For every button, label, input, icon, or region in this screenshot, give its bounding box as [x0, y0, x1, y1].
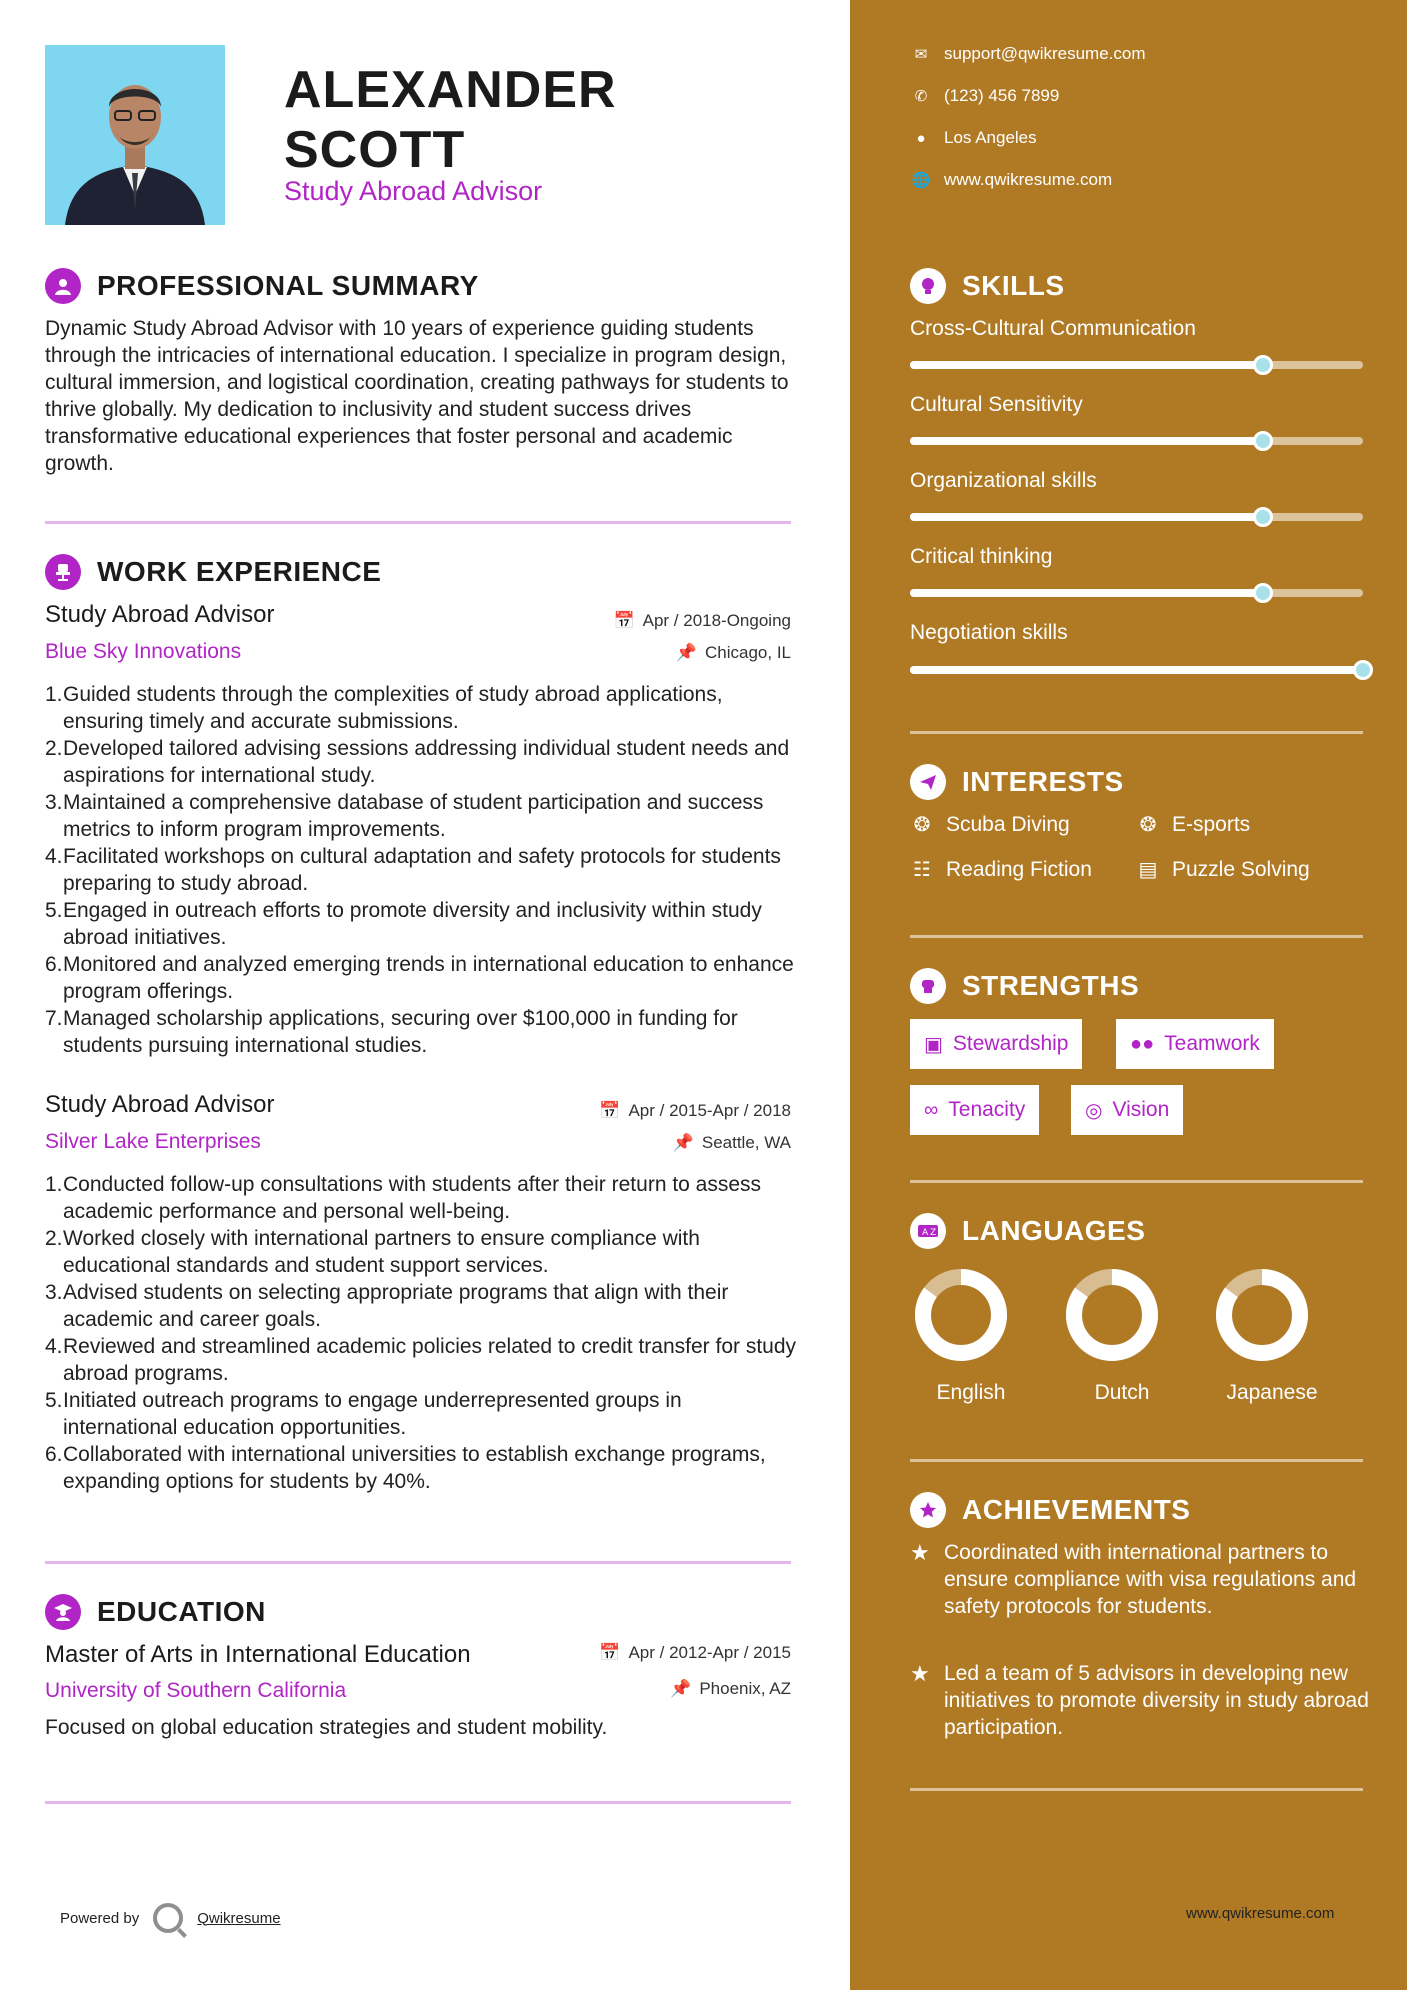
person-icon: [45, 45, 225, 225]
list-item: 5. Engaged in outreach efforts to promote diversity and inclusivity within study abroad initiatives.: [45, 899, 762, 949]
interest-label: E-sports: [1172, 812, 1251, 836]
strength-tag: [910, 1085, 1039, 1135]
strength-label: Teamwork: [1164, 1032, 1260, 1055]
school: University of Southern California: [45, 1679, 347, 1702]
divider: [910, 731, 1363, 734]
education-location-text: Phoenix, AZ: [699, 1679, 791, 1698]
languages-heading: [910, 1213, 1145, 1249]
skill-bar: [910, 666, 1363, 674]
calendar-icon: 📅: [599, 1643, 621, 1662]
education-dates-text: Apr / 2012-Apr / 2015: [628, 1643, 791, 1662]
fist-icon: [910, 968, 946, 1004]
strength-label: Stewardship: [952, 1032, 1069, 1055]
strength-label: Vision: [1112, 1098, 1170, 1121]
language-label: English: [936, 1381, 1006, 1404]
job-dates-text: Apr / 2015-Apr / 2018: [628, 1101, 791, 1120]
section-title: ACHIEVEMENTS: [962, 1494, 1191, 1525]
list-item: 6. Collaborated with international universities to establish exchange programs, expanding options for students by 40%.: [45, 1443, 766, 1493]
skill-fill: [910, 589, 1263, 597]
skill-label: Negotiation skills: [910, 621, 1068, 644]
svg-text:A: A: [922, 1228, 929, 1238]
interest-label: Puzzle Solving: [1172, 857, 1310, 881]
education-heading: [45, 1594, 266, 1630]
education-description: Focused on global education strategies and student mobility.: [45, 1716, 608, 1739]
skill-knob: [1353, 660, 1373, 680]
strengths-heading: [910, 968, 1139, 1004]
briefcase-icon: ▣: [924, 1033, 943, 1056]
section-title: SKILLS: [962, 270, 1065, 301]
link-icon: ∞: [924, 1098, 939, 1121]
summary-heading: [45, 268, 479, 304]
strength-tag: [910, 1019, 1082, 1069]
list-item: 2. Developed tailored advising sessions addressing individual student needs and aspirations for international study.: [45, 737, 790, 787]
translate-icon: [910, 1213, 946, 1249]
skill-fill: [910, 513, 1263, 521]
interest-item: [1136, 857, 1310, 882]
profile-photo: [45, 45, 225, 225]
language-ring: [1062, 1265, 1162, 1370]
job-duties: [45, 681, 797, 1059]
job-dates: [599, 1101, 791, 1121]
location-text: Los Angeles: [944, 128, 1037, 147]
list-item: 6. Monitored and analyzed emerging trends in international education to enhance program offerings.: [45, 953, 794, 1003]
pin-icon: 📌: [675, 643, 697, 662]
list-item: 5. Initiated outreach programs to engage underrepresented groups in international education opportunities.: [45, 1389, 682, 1439]
globe-icon: 🌐: [911, 172, 931, 189]
section-title: EDUCATION: [97, 1596, 266, 1627]
lifebuoy-icon: ❂: [913, 814, 931, 836]
divider: [45, 521, 791, 524]
skill-fill: [910, 361, 1263, 369]
list-item: 7. Managed scholarship applications, securing over $100,000 in funding for students pursuing international studies.: [45, 1007, 738, 1057]
footer-website[interactable]: www.qwikresume.com: [1186, 1905, 1335, 1922]
interest-label: Reading Fiction: [946, 857, 1092, 881]
language-ring: [1212, 1265, 1312, 1370]
interest-label: Scuba Diving: [946, 812, 1070, 836]
job-title: Study Abroad Advisor: [45, 601, 275, 628]
skill-bar: [910, 437, 1363, 445]
job-location: [673, 1133, 791, 1153]
list-item: 3. Advised students on selecting appropriate programs that align with their academic and career goals.: [45, 1281, 729, 1331]
binoculars-icon: ◎: [1085, 1099, 1103, 1122]
work-heading: [45, 554, 381, 590]
section-title: STRENGTHS: [962, 970, 1140, 1001]
summary-text: Dynamic Study Abroad Advisor with 10 years of experience guiding students through the intricacies of international education. I specialize in program design, cultural immersion, and logistical coordination, creating pathways for students to thrive globally. My dedication to inclusivity and student success drives transformative educational experiences that foster personal and academic growth.: [45, 317, 789, 475]
powered-by-label: Powered by: [60, 1909, 140, 1927]
list-item: 4. Reviewed and streamlined academic policies related to credit transfer for study abroad programs.: [45, 1335, 797, 1385]
degree: Master of Arts in International Education: [45, 1641, 471, 1668]
strength-tag: [1071, 1085, 1183, 1135]
job-location-text: Chicago, IL: [705, 643, 791, 662]
interest-item: [1136, 812, 1250, 837]
job-dates: [613, 611, 791, 631]
divider: [910, 1180, 1363, 1183]
pin-icon: 📌: [672, 1133, 694, 1152]
svg-text:Z: Z: [930, 1228, 937, 1238]
job-company: Blue Sky Innovations: [45, 640, 242, 663]
calendar-icon: 📅: [613, 611, 635, 630]
website-text: www.qwikresume.com: [944, 170, 1113, 189]
star-icon: ★: [910, 1661, 930, 1686]
strength-label: Tenacity: [948, 1098, 1026, 1121]
contact-website[interactable]: [910, 170, 1112, 190]
job-role: Study Abroad Advisor: [284, 176, 543, 206]
list-item: 3. Maintained a comprehensive database of student participation and success metrics to inform program improvements.: [45, 791, 764, 841]
lightbulb-icon: [910, 268, 946, 304]
qwikresume-logo-icon: [153, 1903, 183, 1933]
paper-plane-icon: [910, 764, 946, 800]
interests-heading: [910, 764, 1124, 800]
section-title: LANGUAGES: [962, 1215, 1146, 1246]
pin-icon: 📌: [670, 1679, 692, 1698]
envelope-icon: ✉: [914, 46, 928, 63]
gamepad-icon: ☷: [913, 859, 931, 881]
achievement-text: Coordinated with international partners to ensure compliance with visa regulations and safety protocols for students.: [944, 1541, 1357, 1618]
contact-email[interactable]: [910, 44, 1146, 64]
book-icon: ▤: [1138, 859, 1158, 881]
users-icon: ●●: [1130, 1032, 1155, 1055]
skill-fill: [910, 666, 1363, 674]
first-name: ALEXANDER: [284, 61, 617, 119]
qwikresume-link[interactable]: Qwikresume: [197, 1909, 281, 1927]
divider: [910, 1788, 1363, 1791]
job-location-text: Seattle, WA: [701, 1133, 791, 1152]
section-title: PROFESSIONAL SUMMARY: [97, 270, 479, 301]
language-label: Japanese: [1226, 1381, 1318, 1404]
skill-bar: [910, 513, 1363, 521]
list-item: 1. Guided students through the complexities of study abroad applications, ensuring timely and accurate submissions.: [45, 683, 723, 733]
last-name: SCOTT: [284, 121, 466, 179]
list-item: 4. Facilitated workshops on cultural adaptation and safety protocols for students preparing to study abroad.: [45, 845, 781, 895]
education-location: [670, 1679, 791, 1699]
email-text: support@qwikresume.com: [944, 44, 1146, 63]
job-dates-text: Apr / 2018-Ongoing: [642, 611, 791, 630]
skill-label: Cultural Sensitivity: [910, 393, 1083, 416]
job-location: [676, 643, 791, 663]
divider: [910, 1459, 1363, 1462]
star-icon: ★: [910, 1540, 930, 1565]
skills-heading: [910, 268, 1065, 304]
achievement-item: [910, 1660, 1370, 1741]
graduate-icon: [45, 1594, 81, 1630]
language-ring: [911, 1265, 1011, 1370]
divider: [45, 1801, 791, 1804]
job-title: Study Abroad Advisor: [45, 1091, 275, 1118]
skill-bar: [910, 589, 1363, 597]
list-item: 2. Worked closely with international partners to ensure compliance with educational standards and student support services.: [45, 1227, 700, 1277]
chair-icon: [45, 554, 81, 590]
contact-phone[interactable]: [910, 86, 1059, 106]
user-icon: [45, 268, 81, 304]
contact-location: [910, 128, 1037, 148]
skill-label: Organizational skills: [910, 469, 1097, 492]
strength-tag: [1116, 1019, 1274, 1069]
list-item: 1. Conducted follow-up consultations with students after their return to assess academic performance and personal well-being.: [45, 1173, 762, 1223]
phone-text: (123) 456 7899: [944, 86, 1060, 105]
interest-item: [910, 812, 1070, 837]
phone-icon: ✆: [914, 88, 928, 105]
language-label: Dutch: [1094, 1381, 1150, 1404]
achievement-item: [910, 1539, 1370, 1620]
achievement-text: Led a team of 5 advisors in developing new initiatives to promote diversity in study abroad participation.: [944, 1662, 1369, 1739]
lifebuoy-icon: ❂: [1139, 814, 1157, 836]
section-title: WORK EXPERIENCE: [97, 556, 382, 587]
job-duties: [45, 1171, 797, 1495]
interest-item: [910, 857, 1092, 882]
section-title: INTERESTS: [962, 766, 1124, 797]
skill-fill: [910, 437, 1263, 445]
calendar-icon: 📅: [599, 1101, 621, 1120]
skill-bar: [910, 361, 1363, 369]
map-pin-icon: ●: [916, 129, 926, 147]
education-dates: [599, 1643, 791, 1663]
achievements-heading: [910, 1492, 1190, 1528]
candidate-name: [284, 60, 617, 180]
powered-by: [60, 1903, 281, 1933]
divider: [45, 1561, 791, 1564]
divider: [910, 935, 1363, 938]
skill-label: Critical thinking: [910, 545, 1053, 568]
skill-label: Cross-Cultural Communication: [910, 317, 1196, 340]
job-company: Silver Lake Enterprises: [45, 1130, 261, 1153]
star-badge-icon: [910, 1492, 946, 1528]
